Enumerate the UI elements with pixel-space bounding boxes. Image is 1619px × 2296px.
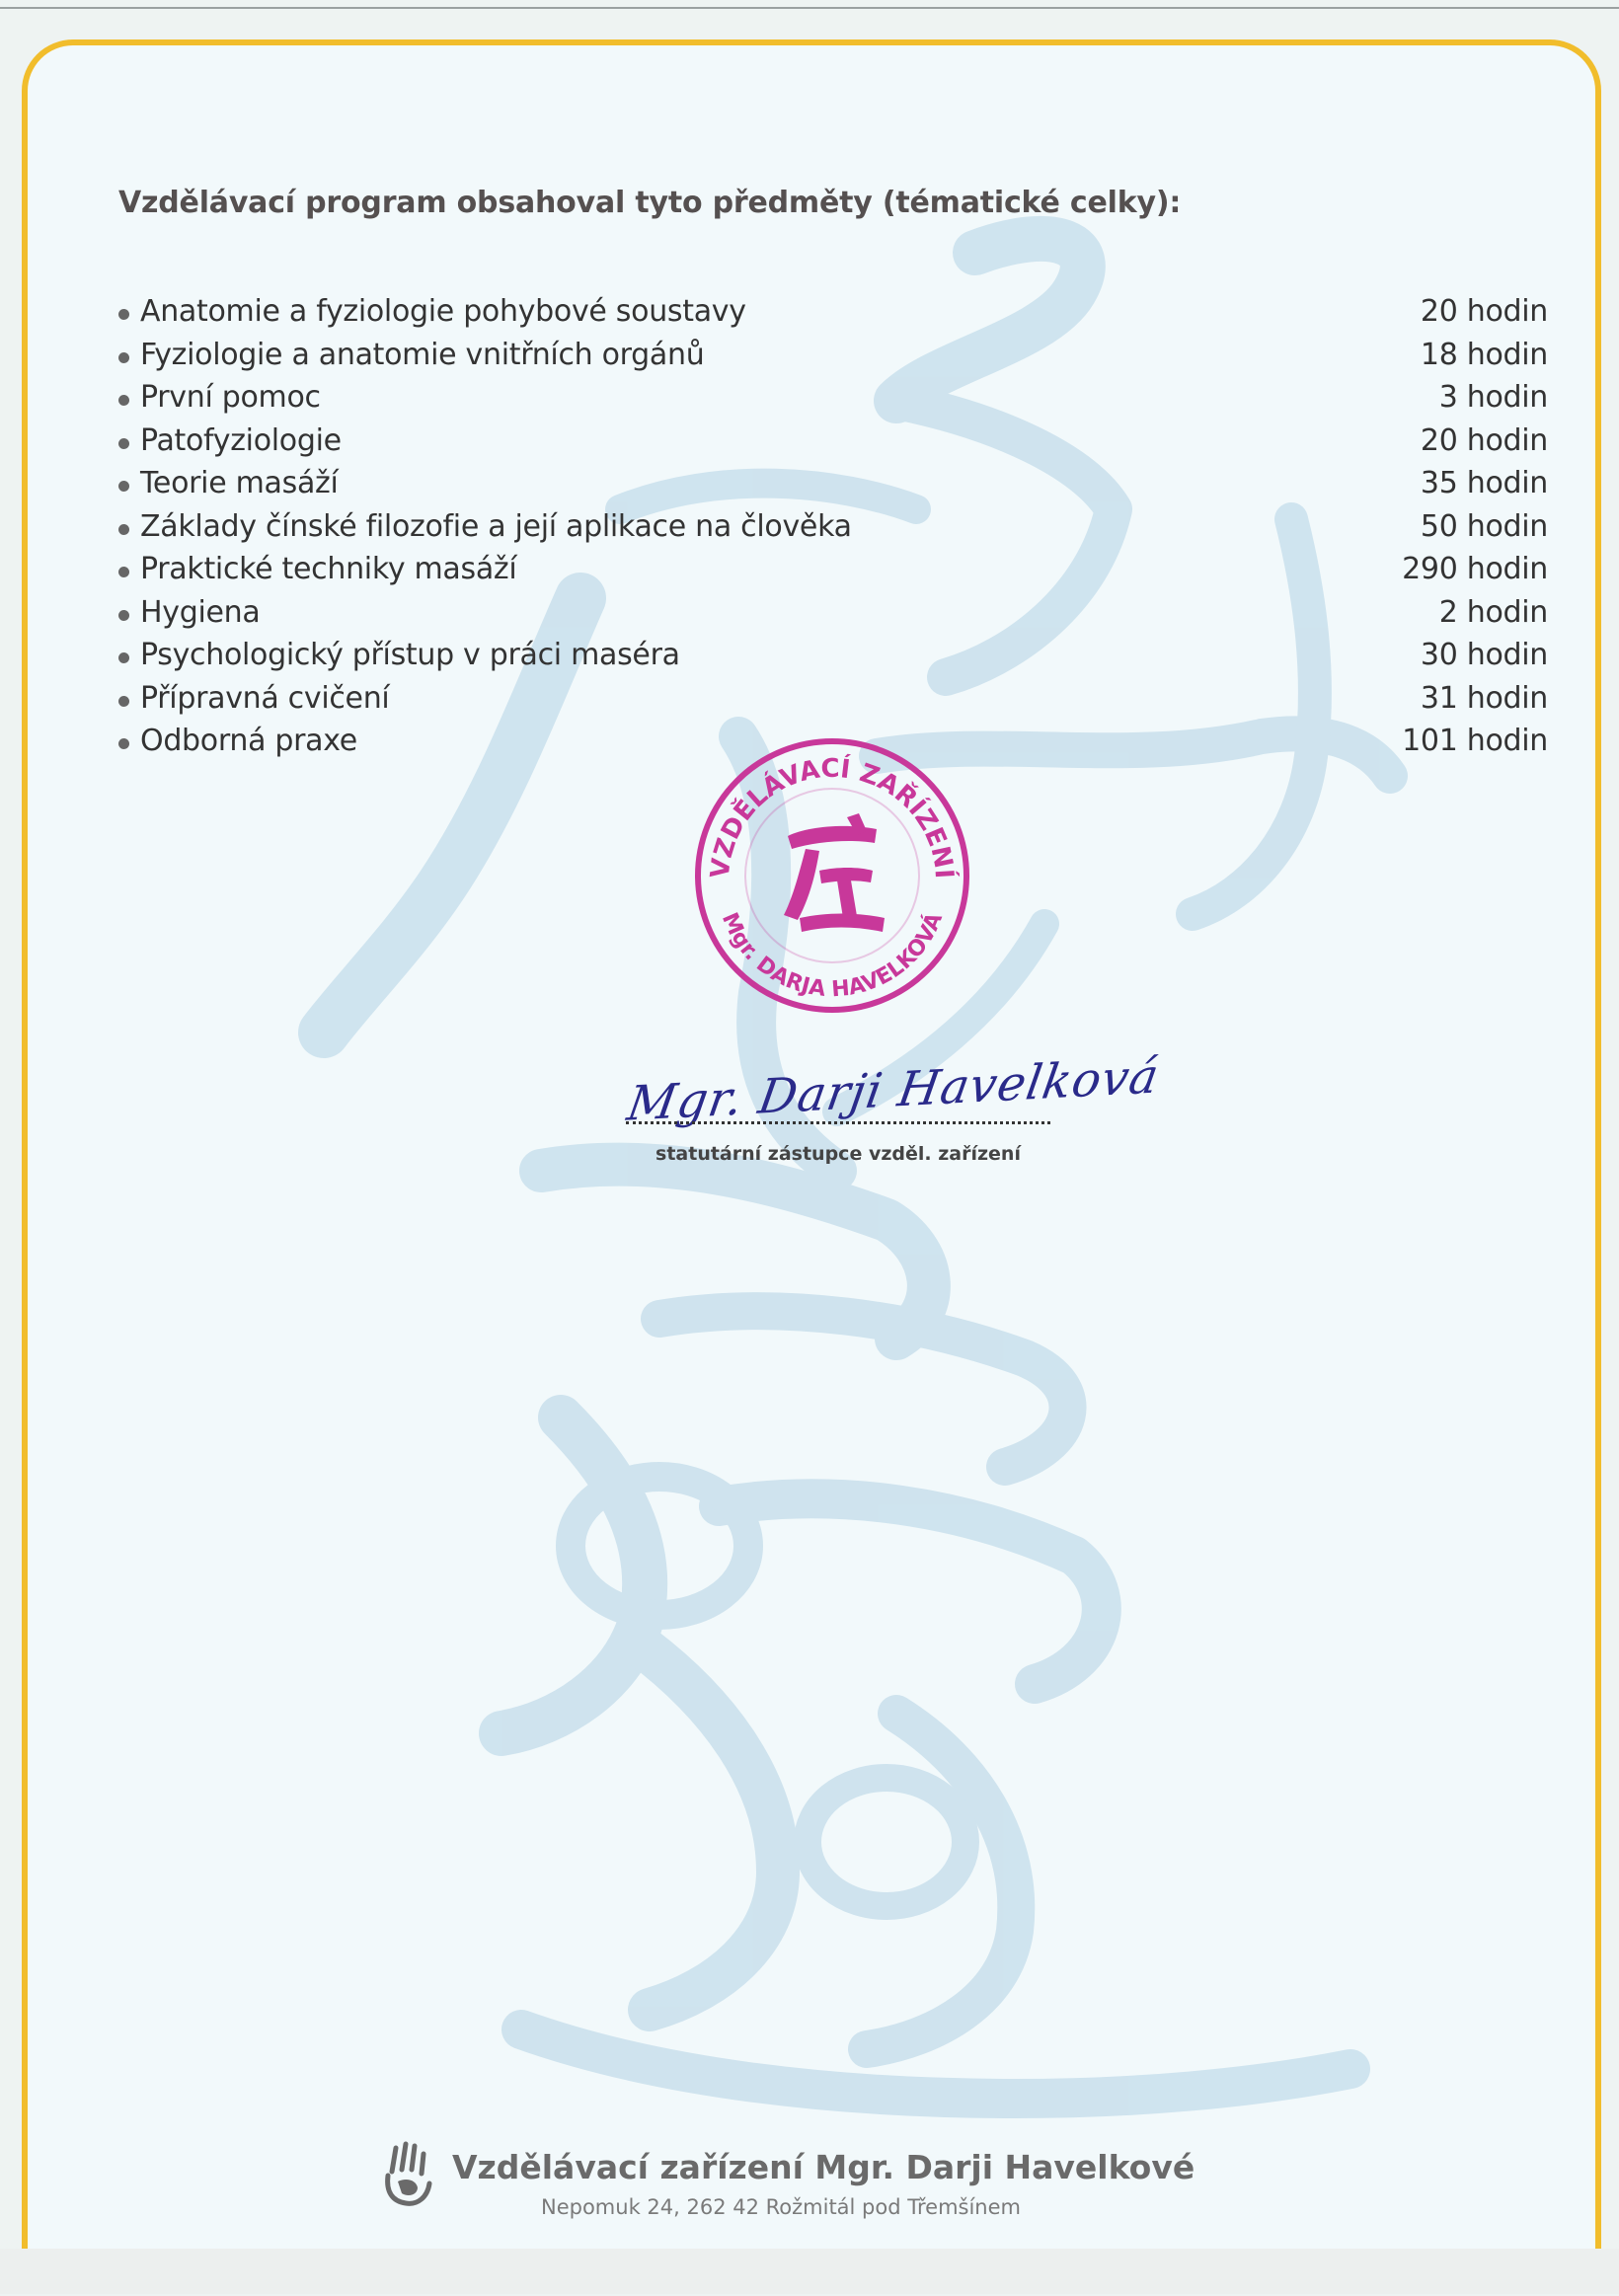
- subject-name: Patofyziologie: [140, 422, 342, 458]
- subject-hours: 20 hodin: [1420, 422, 1548, 458]
- stamp-text-bottom: Mgr. DARJA HAVELKOVÁ: [716, 909, 949, 1003]
- bullet-icon: [118, 481, 129, 492]
- subject-row: [116, 338, 1548, 381]
- bullet-icon: [118, 652, 129, 663]
- hand-logo-icon: [378, 2140, 437, 2209]
- bullet-icon: [118, 567, 129, 577]
- subject-hours: 50 hodin: [1420, 508, 1548, 544]
- subject-hours: 290 hodin: [1402, 552, 1548, 586]
- bullet-icon: [118, 610, 129, 621]
- bullet-icon: [118, 352, 129, 363]
- scan-top-edge: [0, 7, 1619, 9]
- subject-name: Praktické techniky masáží: [140, 552, 517, 586]
- signature-caption: statutární zástupce vzděl. zařízení: [655, 1143, 1021, 1165]
- subject-name: Hygiena: [140, 594, 261, 630]
- subject-row: [116, 466, 1548, 509]
- subject-row: [116, 294, 1548, 338]
- footer-address: Nepomuk 24, 262 42 Rožmitál pod Třemšínem: [541, 2195, 1021, 2219]
- subject-name: První pomoc: [140, 380, 321, 415]
- subject-row: [116, 552, 1548, 595]
- subject-hours: 3 hodin: [1438, 380, 1548, 415]
- scan-bottom-edge: [0, 2249, 1619, 2294]
- bullet-icon: [118, 309, 129, 320]
- subject-hours: 2 hodin: [1438, 594, 1548, 630]
- bullet-icon: [118, 524, 129, 535]
- subject-row: [116, 423, 1548, 467]
- subject-hours: 20 hodin: [1420, 294, 1548, 329]
- subject-name: Fyziologie a anatomie vnitřních orgánů: [140, 337, 705, 372]
- stamp-text-top: VZDĚLÁVACÍ ZAŘÍZENÍ: [705, 753, 960, 880]
- subject-name: Přípravná cvičení: [140, 680, 390, 716]
- subject-name: Psychologický přístup v práci maséra: [140, 638, 680, 672]
- subject-row: [116, 681, 1548, 725]
- subject-name: Teorie masáží: [140, 466, 339, 500]
- official-stamp: [689, 732, 975, 1019]
- subject-name: Anatomie a fyziologie pohybové soustavy: [140, 294, 746, 329]
- subject-row: [116, 638, 1548, 681]
- subject-hours: 30 hodin: [1420, 638, 1548, 672]
- subject-hours: 35 hodin: [1420, 466, 1548, 500]
- footer-title: Vzdělávací zařízení Mgr. Darji Havelkové: [452, 2148, 1195, 2186]
- bullet-icon: [118, 738, 129, 749]
- subject-list: [116, 294, 1548, 767]
- signature-line: [626, 1121, 1050, 1124]
- subject-row: [116, 509, 1548, 553]
- certificate-page: [22, 39, 1601, 2290]
- bullet-icon: [118, 696, 129, 707]
- subject-row: [116, 595, 1548, 639]
- handwritten-signature: [620, 1048, 1164, 1146]
- subject-name: Odborná praxe: [140, 724, 357, 758]
- subject-name: Základy čínské filozofie a její aplikace na člověka: [140, 508, 852, 544]
- subject-hours: 31 hodin: [1420, 680, 1548, 716]
- bullet-icon: [118, 438, 129, 449]
- subjects-heading: Vzdělávací program obsahoval tyto předměty (tématické celky):: [118, 186, 1182, 220]
- svg-text:Mgr. Darji Havelková: Mgr. Darji Havelková: [623, 1048, 1164, 1132]
- stamp-emblem-icon: [784, 813, 885, 932]
- subject-hours: 18 hodin: [1420, 337, 1548, 372]
- subject-hours: 101 hodin: [1402, 724, 1548, 758]
- bullet-icon: [118, 395, 129, 406]
- subject-row: [116, 380, 1548, 423]
